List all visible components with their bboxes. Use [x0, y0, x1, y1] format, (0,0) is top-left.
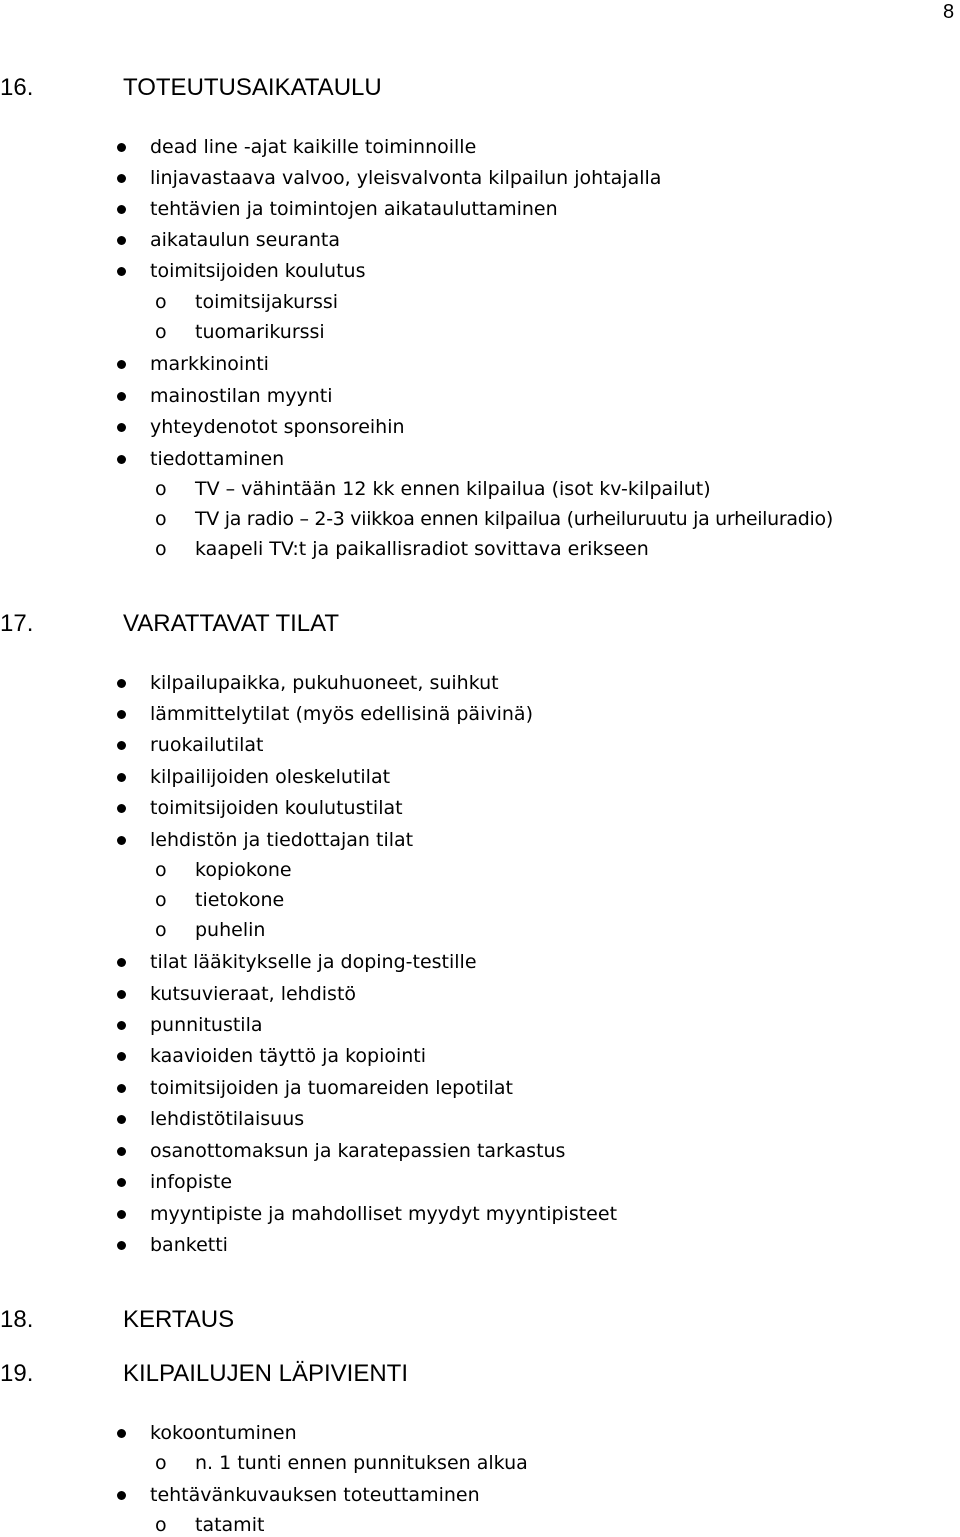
bullet-icon: [117, 267, 126, 276]
bullet-icon: [117, 360, 126, 369]
bullet-icon: [117, 392, 126, 401]
bullet-icon: [117, 741, 126, 750]
circle-bullet-icon: o: [155, 889, 167, 911]
bullet-icon: [117, 773, 126, 782]
bullet-icon: [117, 236, 126, 245]
bullet-icon: [117, 1429, 126, 1438]
section-title: KERTAUS: [123, 1306, 235, 1333]
page-number: 8: [943, 1, 955, 23]
bullet-icon: [117, 710, 126, 719]
circle-bullet-icon: o: [155, 859, 167, 881]
section-title: VARATTAVAT TILAT: [123, 610, 340, 637]
circle-bullet-icon: o: [155, 1514, 167, 1536]
bullet-icon: [117, 1021, 126, 1030]
section-title: KILPAILUJEN LÄPIVIENTI: [123, 1360, 408, 1387]
bullet-icon: [117, 423, 126, 432]
bullet-icon: [117, 1178, 126, 1187]
bullet-icon: [117, 1052, 126, 1061]
bullet-icon: [117, 679, 126, 688]
bullet-icon: [117, 990, 126, 999]
bullet-icon: [117, 1115, 126, 1124]
bullet-icon: [117, 1491, 126, 1500]
bullet-icon: [117, 1241, 126, 1250]
bullet-icon: [117, 1147, 126, 1156]
section-number: 19.: [0, 1360, 34, 1387]
bullet-icon: [117, 1084, 126, 1093]
section-number: 16.: [0, 74, 34, 101]
circle-bullet-icon: o: [155, 291, 167, 313]
bullet-icon: [117, 143, 126, 152]
circle-bullet-icon: o: [155, 321, 167, 343]
bullet-icon: [117, 836, 126, 845]
bullet-icon: [117, 958, 126, 967]
circle-bullet-icon: o: [155, 508, 167, 530]
bullet-icon: [117, 205, 126, 214]
bullet-icon: [117, 455, 126, 464]
bullet-icon: [117, 1210, 126, 1219]
circle-bullet-icon: o: [155, 919, 167, 941]
section-title: TOTEUTUSAIKATAULU: [123, 74, 382, 101]
bullet-icon: [117, 804, 126, 813]
section-number: 18.: [0, 1306, 34, 1333]
circle-bullet-icon: o: [155, 1452, 167, 1474]
section-number: 17.: [0, 610, 34, 637]
bullet-icon: [117, 174, 126, 183]
circle-bullet-icon: o: [155, 478, 167, 500]
circle-bullet-icon: o: [155, 538, 167, 560]
